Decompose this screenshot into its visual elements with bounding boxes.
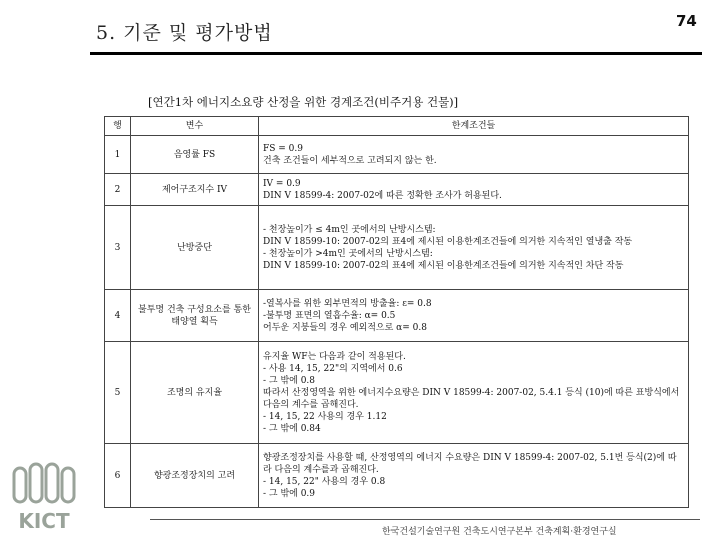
limit-line: - 사용 14, 15, 22"의 지역에서 0.6 <box>263 363 403 374</box>
column-header-limit-conditions: 한계조건들 <box>259 117 689 136</box>
row-number: 1 <box>105 136 131 174</box>
limit-line: 건축 조건들이 세부적으로 고려되지 않는 한. <box>263 155 437 166</box>
limit-cell <box>259 136 689 174</box>
variable-cell: 조명의 유지율 <box>131 342 259 444</box>
logo-pillar-shape <box>46 464 58 502</box>
page-number: 74 <box>676 12 697 30</box>
row-number: 2 <box>105 174 131 206</box>
kict-logo-icon <box>6 462 88 534</box>
limit-line: IV = 0.9 <box>263 178 301 189</box>
section-title: 5. 기준 및 평가방법 <box>96 22 273 44</box>
variable-cell: 음영률 FS <box>131 136 259 174</box>
limit-line: - 그 밖에 0.9 <box>263 488 316 499</box>
table-row <box>105 342 689 444</box>
limit-line: - 천장높이가 >4m인 곳에서의 난방시스템: <box>263 248 433 259</box>
limit-line: 따라서 산정영역을 위한 에너지수요량은 DIN V 18599-4: 2007-02, 5.4.1 등식 (10)에 따른 표방식에서 다음의 계수를 곱해진다. <box>263 387 680 410</box>
limit-cell <box>259 174 689 206</box>
limit-line: 어두운 지붕들의 경우 예외적으로 α= 0.8 <box>263 322 427 333</box>
limit-line: FS = 0.9 <box>263 143 303 154</box>
variable-cell: 불투명 건축 구성요소를 통한 태양열 획득 <box>131 290 259 342</box>
table-row <box>105 174 689 206</box>
variable-cell: 향광조정장치의 고려 <box>131 444 259 508</box>
limit-cell <box>259 444 689 508</box>
limit-line: 유지율 WF는 다음과 같이 적용된다. <box>263 351 406 362</box>
row-number: 3 <box>105 206 131 290</box>
table-row <box>105 206 689 290</box>
table-row <box>105 136 689 174</box>
table-header-row <box>105 117 689 136</box>
limit-line: - 그 밖에 0.84 <box>263 423 321 434</box>
row-number: 4 <box>105 290 131 342</box>
table-caption: [연간1차 에너지소요량 산정을 위한 경계조건(비주거용 건물)] <box>148 95 459 109</box>
header-rule <box>90 52 702 55</box>
limit-line: - 14, 15, 22 사용의 경우 1.12 <box>263 411 387 422</box>
limit-cell <box>259 342 689 444</box>
table-row <box>105 290 689 342</box>
footer-text: 한국건설기술연구원 건축도시연구본부 건축계획·환경연구실 <box>382 527 617 537</box>
limit-line: -열복사를 위한 외부면적의 방출율: ε= 0.8 <box>263 298 432 309</box>
logo-text: KICT <box>18 509 70 533</box>
limit-cell <box>259 290 689 342</box>
logo-pillar-shape <box>30 464 42 502</box>
limit-line: -불투명 표면의 열흡수율: α= 0.5 <box>263 310 396 321</box>
limit-line: - 그 밖에 0.8 <box>263 375 316 386</box>
logo-pillar-shape <box>62 468 74 502</box>
logo-pillar-shape <box>14 468 26 502</box>
variable-cell: 제어구조지수 IV <box>131 174 259 206</box>
column-header-variable: 변수 <box>131 117 259 136</box>
limit-line: DIN V 18599-4: 2007-02에 따른 정확한 조사가 허용된다. <box>263 190 502 201</box>
boundary-conditions-table <box>104 116 689 508</box>
table-row <box>105 444 689 508</box>
limit-line: - 14, 15, 22" 사용의 경우 0.8 <box>263 476 386 487</box>
footer-rule <box>150 519 700 520</box>
limit-line: DIN V 18599-10: 2007-02의 표4에 제시된 이용한계조건들에 의거한 지속적인 열냉출 작동 <box>263 236 633 247</box>
variable-cell: 난방중단 <box>131 206 259 290</box>
column-header-row-no: 행 <box>105 117 131 136</box>
limit-line: - 천장높이가 ≤ 4m인 곳에서의 난방시스템: <box>263 224 436 235</box>
limit-line: DIN V 18599-10: 2007-02의 표4에 제시된 이용한계조건들에 의거한 지속적인 차단 작동 <box>263 260 624 271</box>
row-number: 5 <box>105 342 131 444</box>
limit-line: 향광조정장치를 사용할 때, 산정영역의 에너지 수요량은 DIN V 18599-4: 2007-02, 5.1번 등식(2)에 따라 다음의 계수를과 곱해진다. <box>263 452 677 475</box>
limit-cell <box>259 206 689 290</box>
row-number: 6 <box>105 444 131 508</box>
